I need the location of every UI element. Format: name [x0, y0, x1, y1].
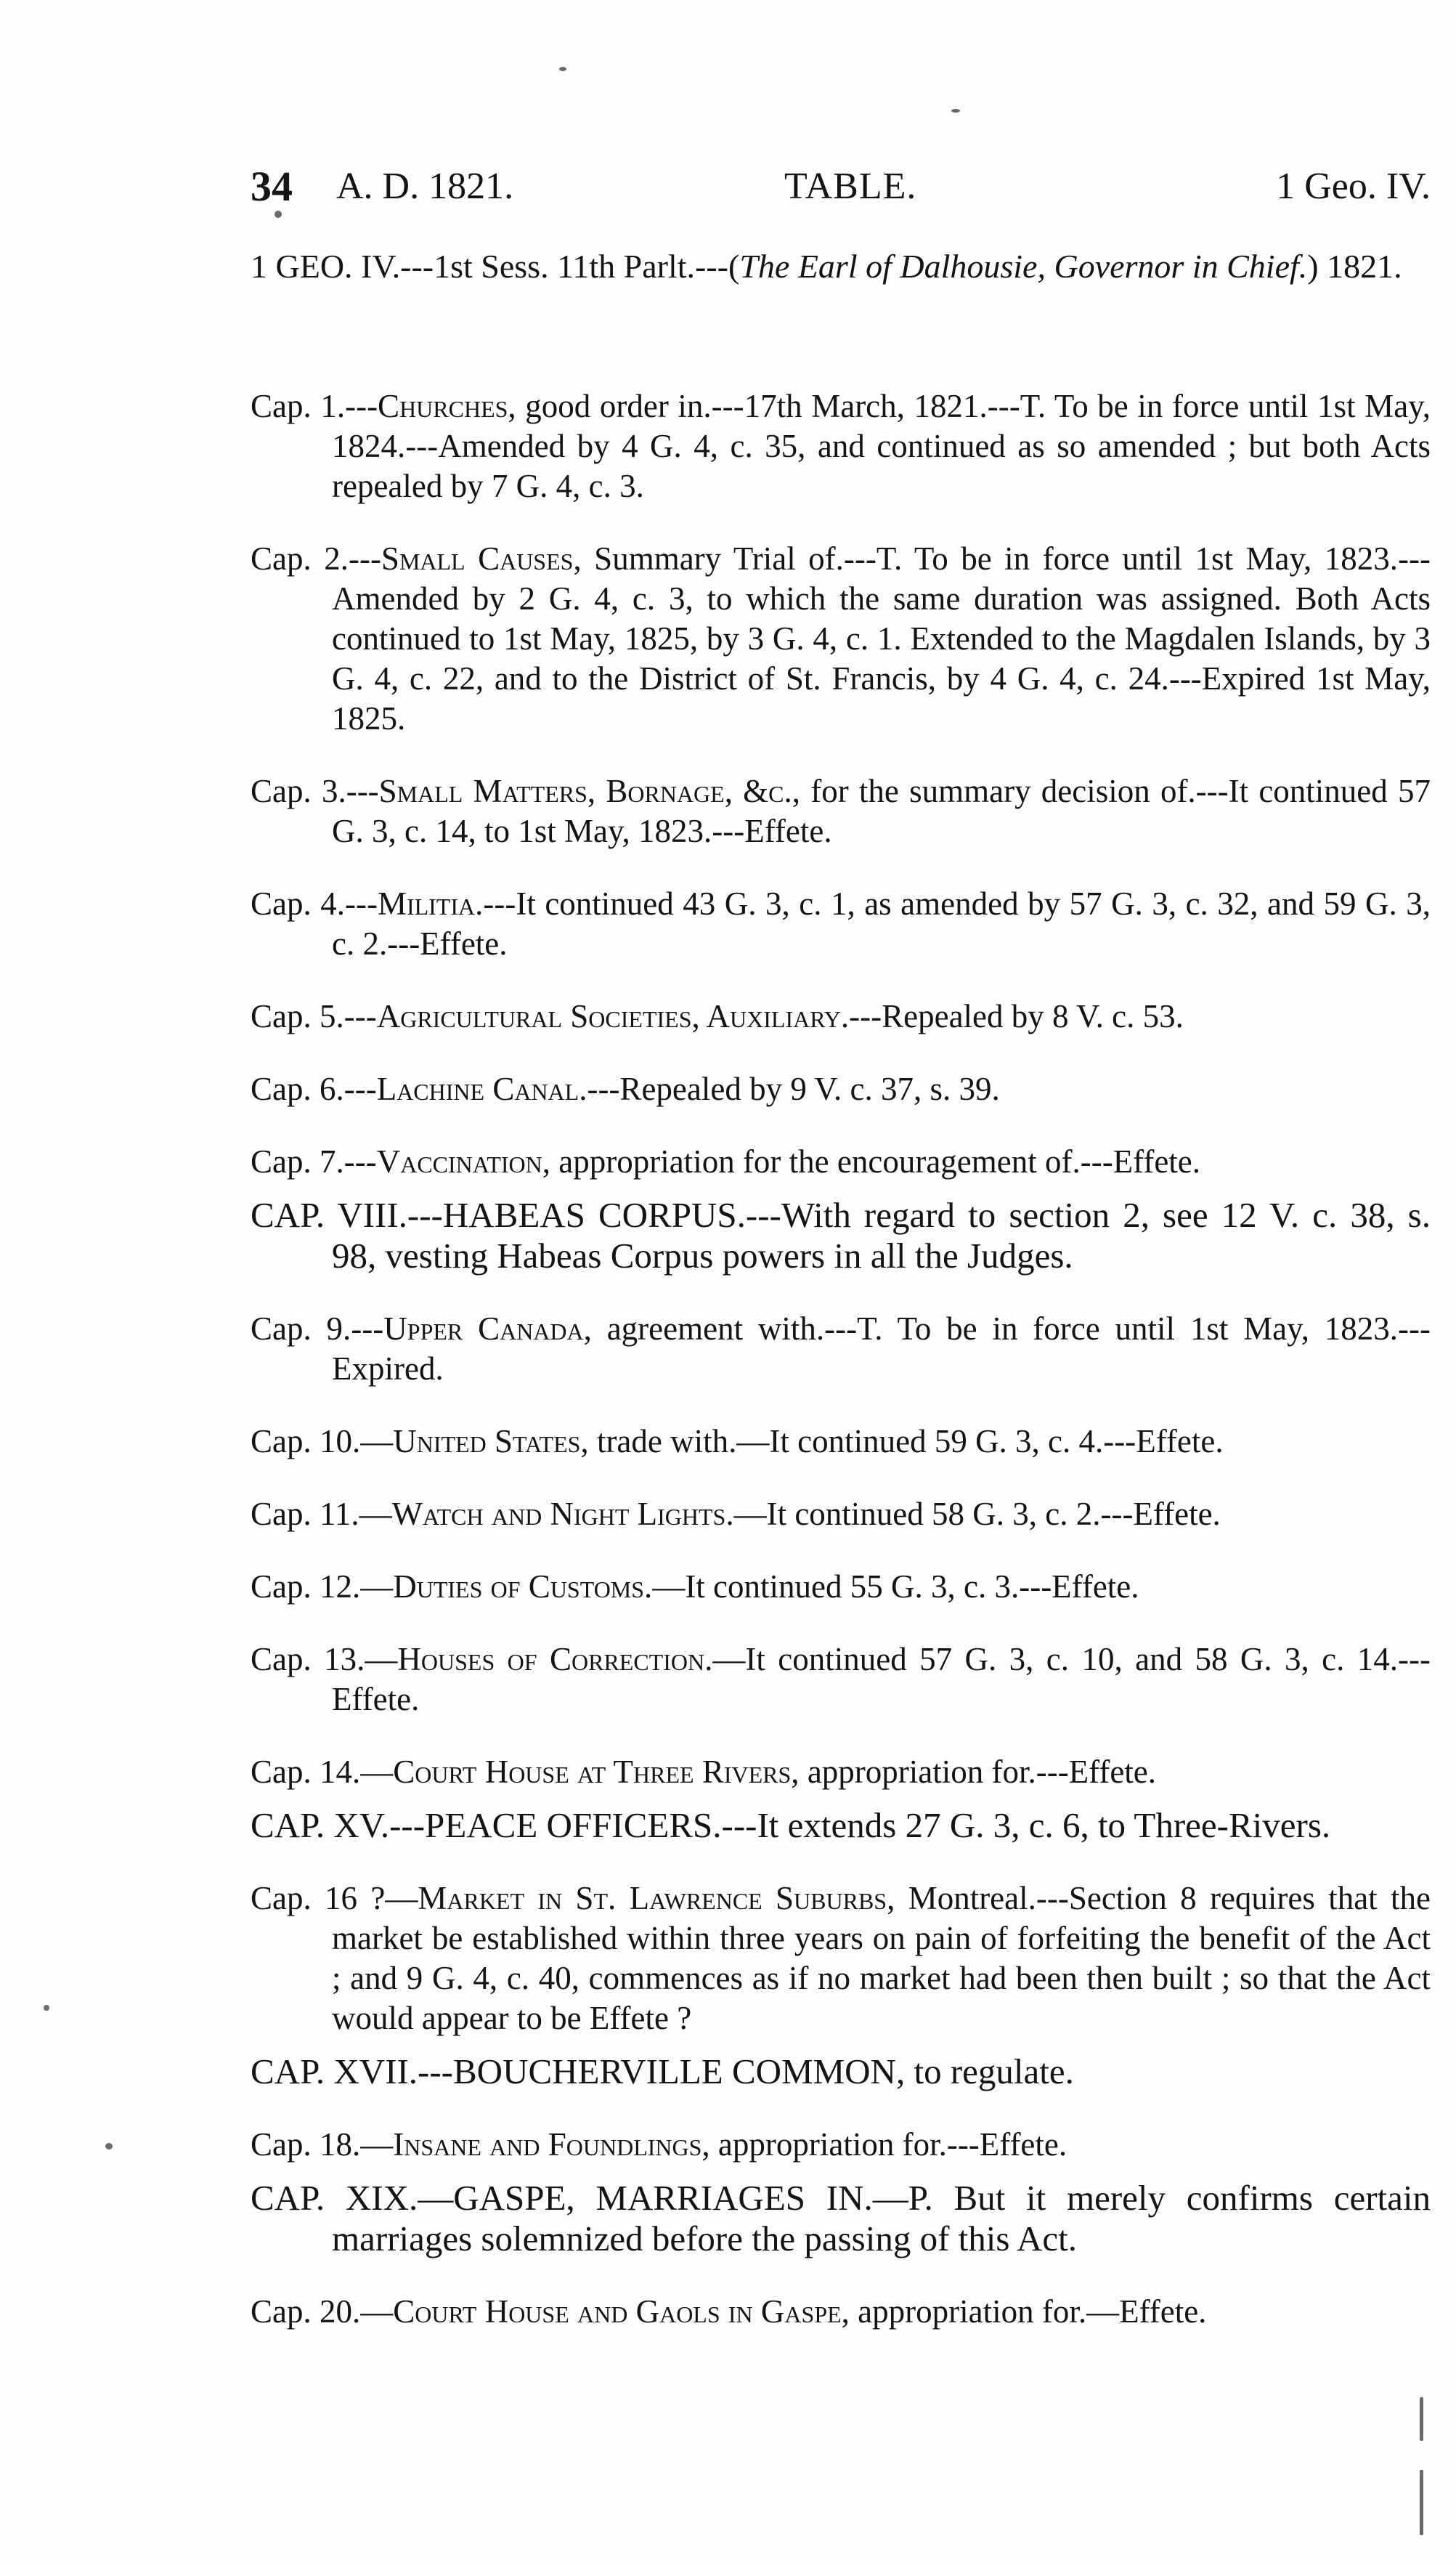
chapter-entry [251, 1309, 1431, 1389]
scan-speck [105, 2143, 113, 2149]
chapter-entry [251, 1195, 1431, 1276]
chapter-entry [251, 1567, 1431, 1607]
cap-subject: ---Vaccination, [343, 1143, 551, 1180]
cap-body: to regulate. [905, 2051, 1074, 2091]
header-reign: 1 Geo. IV. [1276, 166, 1431, 207]
cap-body: ---With regard to section 2, see 12 V. c. 38, s. 98, vesting Habeas Corpus powers in all the Judges. [332, 1195, 1431, 1276]
session-close: ) [1307, 248, 1319, 285]
scan-speck [44, 2005, 49, 2011]
cap-body: agreement with.---T. To be in force until 1st May, 1823.---Expired. [332, 1310, 1431, 1387]
cap-body: Summary Trial of.---T. To be in force until 1st May, 1823.---Amended by 2 G. 4, c. 3, to which the same duration was assigned. Both Acts continued to 1st May, 1825, by 3 G. 4, c. 1. Extended to the Magdalen Islands, by 3 G. 4, c. 22, and to the District of St. Francis, by 4 G. 4, c. 24.---Expired 1st May, 1825. [332, 540, 1431, 737]
cap-subject: ---Lachine Canal. [343, 1071, 587, 1107]
cap-body: appropriation for.---Effete. [709, 2126, 1067, 2163]
cap-number: Cap. 18. [251, 2126, 361, 2163]
session-heading [251, 246, 1431, 288]
cap-body: trade with.—It continued 59 G. 3, c. 4.---Effete. [588, 1423, 1224, 1459]
cap-body: ---Repealed by 9 V. c. 37, s. 39. [587, 1071, 1000, 1107]
cap-number: Cap. 16 ? [251, 1880, 386, 1916]
chapter-entry [251, 1640, 1431, 1719]
chapter-entry [251, 386, 1431, 506]
cap-body: Montreal.---Section 8 requires that the market be established within three years on pain of forfeiting the benefit of the Act ; and 9 G. 4, c. 40, commences as if no market had been then built ; so that the Act would appear to be Effete ? [332, 1880, 1431, 2036]
cap-number: Cap. 14. [251, 1754, 361, 1790]
chapter-entry [251, 1422, 1431, 1462]
cap-subject: ---Militia. [344, 886, 484, 922]
cap-number: Cap. 9. [251, 1310, 351, 1347]
chapter-entry [251, 884, 1431, 964]
cap-subject: —GASPE, MARRIAGES IN. [418, 2178, 873, 2218]
cap-body: for the summary decision of.---It continued 57 G. 3, c. 14, to 1st May, 1823.---Effete. [332, 773, 1431, 849]
cap-subject: ---PEACE OFFICERS. [389, 1805, 722, 1845]
scan-speck [951, 109, 960, 113]
cap-number: CAP. XIX. [251, 2178, 418, 2218]
cap-subject: ---Agricultural Societies, Auxiliary. [343, 998, 850, 1034]
cap-body: —It continued 58 G. 3, c. 2.---Effete. [733, 1496, 1221, 1532]
cap-number: Cap. 13. [251, 1641, 365, 1677]
cap-subject: ---HABEAS CORPUS. [407, 1195, 746, 1235]
page-number: 34 [251, 163, 293, 210]
chapter-entry [251, 539, 1431, 739]
chapter-entry [251, 1069, 1431, 1109]
chapter-entry [251, 1752, 1431, 1792]
chapter-entry [251, 2051, 1431, 2092]
cap-body: —It continued 57 G. 3, c. 10, and 58 G. 3, c. 14.---Effete. [332, 1641, 1431, 1717]
chapter-entry [251, 1142, 1431, 1182]
cap-subject: ---Small Matters, Bornage, &c., [346, 773, 801, 809]
cap-body: appropriation for.---Effete. [799, 1754, 1157, 1790]
cap-number: CAP. XV. [251, 1805, 390, 1845]
cap-subject: ---BOUCHERVILLE COMMON, [418, 2051, 906, 2091]
header-title: TABLE. [784, 166, 917, 207]
chapter-entry [251, 1805, 1431, 1846]
running-head [251, 161, 1431, 212]
cap-subject: —Watch and Night Lights. [359, 1496, 734, 1532]
cap-body: ---Repealed by 8 V. c. 53. [849, 998, 1184, 1034]
cap-subject: ---Upper Canada, [351, 1310, 592, 1347]
cap-number: Cap. 12. [251, 1568, 361, 1605]
cap-subject: ---Churches, [345, 388, 516, 424]
cap-body: —It continued 55 G. 3, c. 3.---Effete. [652, 1568, 1139, 1605]
cap-body: good order in.---17th March, 1821.---T. To be in force until 1st May, 1824.---Amended by 4 G. 4, c. 35, and continued as so amended ; but both Acts repealed by 7 G. 4, c. 3. [332, 388, 1431, 504]
cap-number: Cap. 2. [251, 540, 349, 577]
session-text: 1 GEO. IV.---1st Sess. 11th Parlt.---( [251, 248, 740, 285]
chapter-entry [251, 2178, 1431, 2259]
scan-speck [1420, 2470, 1423, 2535]
cap-body: appropriation for.—Effete. [849, 2293, 1207, 2330]
cap-subject: —Insane and Foundlings, [360, 2126, 710, 2163]
cap-subject: —Market in St. Lawrence Suburbs, [385, 1880, 895, 1916]
cap-number: Cap. 3. [251, 773, 346, 809]
cap-number: Cap. 7. [251, 1143, 344, 1180]
chapter-entry [251, 1879, 1431, 2038]
session-year: 1821. [1327, 248, 1402, 285]
cap-number: Cap. 20. [251, 2293, 361, 2330]
cap-body: appropriation for the encouragement of.---Effete. [550, 1143, 1201, 1180]
chapter-entry [251, 2292, 1431, 2332]
cap-subject: —Court House and Gaols in Gaspe, [360, 2293, 850, 2330]
chapter-list [251, 354, 1431, 2345]
cap-subject: —Court House at Three Rivers, [360, 1754, 800, 1790]
cap-number: Cap. 1. [251, 388, 346, 424]
scan-speck [274, 211, 282, 218]
cap-number: Cap. 10. [251, 1423, 361, 1459]
cap-subject: —Houses of Correction. [365, 1641, 713, 1677]
chapter-entry [251, 1494, 1431, 1534]
cap-body: —P. But it merely confirms certain marriages solemnized before the passing of this Act. [332, 2178, 1431, 2258]
cap-body: ---It continued 43 G. 3, c. 1, as amended by 57 G. 3, c. 32, and 59 G. 3, c. 2.---Effete. [332, 886, 1431, 962]
cap-subject: ---Small Causes, [348, 540, 582, 577]
scan-speck [1420, 2397, 1423, 2441]
chapter-entry [251, 2125, 1431, 2165]
cap-number: Cap. 6. [251, 1071, 344, 1107]
header-year: A. D. 1821. [336, 166, 514, 207]
cap-number: Cap. 4. [251, 886, 345, 922]
governor-name: The Earl of Dalhousie, Governor in Chief. [739, 248, 1308, 285]
cap-number: Cap. 5. [251, 998, 344, 1034]
chapter-entry [251, 997, 1431, 1037]
cap-subject: —United States, [360, 1423, 589, 1459]
cap-body: ---It extends 27 G. 3, c. 6, to Three-Rivers. [721, 1805, 1331, 1845]
cap-number: CAP. VIII. [251, 1195, 407, 1235]
chapter-entry [251, 771, 1431, 851]
cap-number: CAP. XVII. [251, 2051, 418, 2091]
scan-speck [559, 67, 566, 71]
cap-number: Cap. 11. [251, 1496, 359, 1532]
cap-subject: —Duties of Customs. [360, 1568, 653, 1605]
